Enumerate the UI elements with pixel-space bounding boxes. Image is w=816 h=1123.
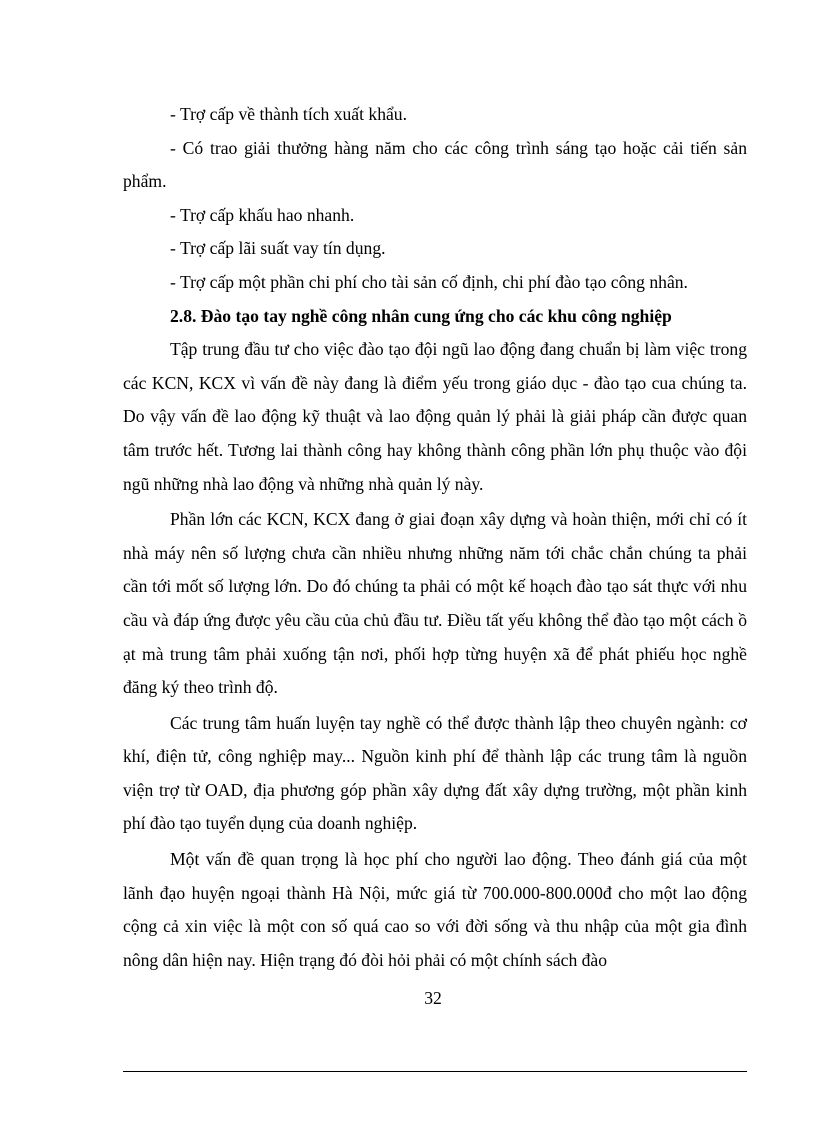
page-number: 32: [424, 988, 442, 1008]
body-paragraph: Tập trung đầu tư cho việc đào tạo đội ngũ lao động đang chuẩn bị làm việc trong các KCN, KCX vì vấn đề này đang là điểm yếu trong giáo dục - đào tạo cua chúng ta. Do vậy vấn đề lao động kỹ thuật và lao động quản lý phải là giải pháp cần được quan tâm trước hết. Tương lai thành công hay không thành công phần lớn phụ thuộc vào đội ngũ những nhà lao động và những nhà quản lý này.: [123, 339, 747, 494]
bullet-item: - Trợ cấp khấu hao nhanh.: [170, 204, 355, 225]
body-paragraph: Một vấn đề quan trọng là học phí cho người lao động. Theo đánh giá của một lãnh đạo huyện ngoại thành Hà Nội, mức giá từ 700.000-800.000đ cho một lao động cộng cả xin việc là một con số quá cao so với đời sống và thu nhập của một gia đình nông dân hiện nay. Hiện trạng đó đòi hỏi phải có một chính sách đào: [123, 849, 747, 970]
bullet-item: - Trợ cấp một phần chi phí cho tài sản cố định, chi phí đào tạo công nhân.: [170, 271, 688, 292]
body-paragraph: Các trung tâm huấn luyện tay nghề có thể được thành lập theo chuyên ngành: cơ khí, điện tử, công nghiệp may... Nguồn kinh phí để thành lập các trung tâm là nguồn viện trợ từ OAD, địa phương góp phần xây dựng đất xây dựng trường, một phần kinh phí đào tạo tuyển dụng của doanh nghiệp.: [123, 712, 747, 834]
body-paragraph: Phần lớn các KCN, KCX đang ở giai đoạn xây dựng và hoàn thiện, mới chỉ có ít nhà máy nên số lượng chưa cần nhiều nhưng những năm tới chắc chắn chúng ta phải cần tới mốt số lượng lớn. Do đó chúng ta phải có một kế hoạch đào tạo sát thực với nhu cầu và đáp ứng được yêu cầu của chủ đầu tư. Điều tất yếu không thể đào tạo một cách ồ ạt mà trung tâm phải xuống tận nơi, phối hợp từng huyện xã để phát phiếu học nghề đăng ký theo trình độ.: [123, 509, 747, 698]
page-body: [123, 98, 747, 977]
section-heading: 2.8. Đào tạo tay nghề công nhân cung ứng cho các khu công nghiệp: [170, 305, 672, 326]
bullet-item: - Trợ cấp lãi suất vay tín dụng.: [170, 238, 386, 259]
footer-divider: [123, 1071, 747, 1072]
bullet-item: - Có trao giải thưởng hàng năm cho các công trình sáng tạo hoặc cải tiến sản phẩm.: [123, 137, 747, 192]
bullet-item: - Trợ cấp về thành tích xuất khẩu.: [170, 104, 407, 124]
